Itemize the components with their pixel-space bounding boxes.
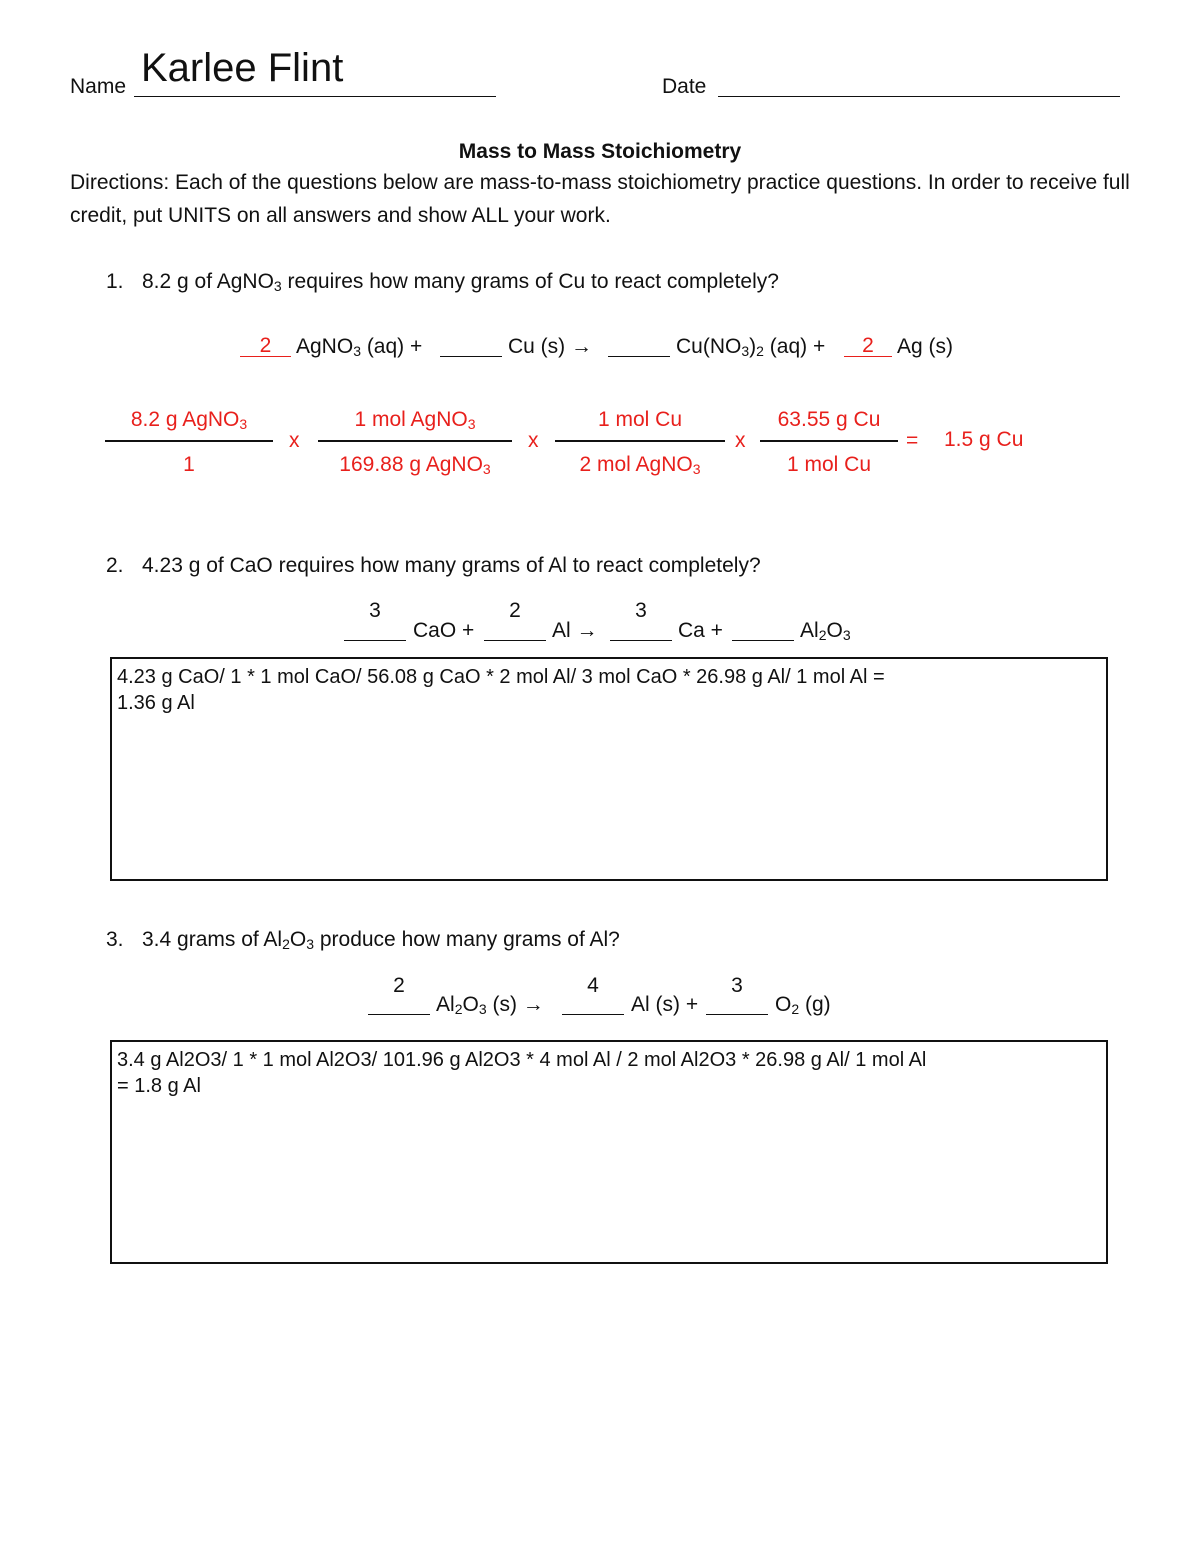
name-value[interactable]: Karlee Flint: [141, 46, 344, 90]
q2-coef3-blank: [610, 640, 672, 641]
q2-answer-line2: 1.36 g Al: [117, 692, 195, 714]
q1-number: 1.: [106, 270, 124, 293]
q1-product1: $Cu(NO_3)_2$ (aq) +: [676, 335, 826, 359]
q2-coef1[interactable]: 3: [369, 599, 381, 622]
q3-number: 3.: [106, 928, 124, 951]
q2-reactant1: CaO +: [413, 619, 475, 642]
q1-f2-denominator: 169.88 g AgNO$_3$: [339, 453, 491, 477]
q2-question: 4.23 g of CaO requires how many grams of Al to react completely?: [142, 554, 761, 577]
q2-product1: Ca +: [678, 619, 723, 642]
q1-times-2: x: [528, 429, 539, 452]
page-title: Mass to Mass Stoichiometry: [458, 140, 742, 163]
q3-answer-box[interactable]: [110, 1040, 1108, 1264]
q2-answer-box[interactable]: [110, 657, 1108, 881]
q1-f2-numerator: 1 mol AgNO$_3$: [354, 408, 476, 432]
q1-coef2-blank[interactable]: [440, 356, 502, 357]
q1-f1-denominator: 1: [183, 453, 195, 476]
q1-f4-denominator: 1 mol Cu: [786, 453, 872, 476]
q1-coef1[interactable]: 2: [259, 334, 272, 357]
q1-coef3-blank[interactable]: [608, 356, 670, 357]
q3-coef2-blank: [562, 1014, 624, 1015]
q1-f4-numerator: 63.55 g Cu: [777, 408, 881, 431]
q3-coef3-blank: [706, 1014, 768, 1015]
name-label: Name: [70, 75, 127, 98]
date-underline[interactable]: [718, 96, 1120, 97]
q1-f3-numerator: 1 mol Cu: [597, 408, 683, 431]
date-label: Date: [662, 75, 707, 98]
q3-coef3[interactable]: 3: [731, 974, 743, 997]
name-underline: [134, 96, 496, 97]
q3-product1: Al (s) +: [631, 993, 699, 1016]
q1-product2: Ag (s): [897, 335, 954, 358]
q2-reactant2: Al →: [552, 619, 598, 642]
q2-coef2-blank: [484, 640, 546, 641]
q2-coef4-blank[interactable]: [732, 640, 794, 641]
directions: Directions: Each of the questions below are mass-to-mass stoichiometry practice questions. In order to receive full credit, put UNITS on all answers and show ALL your work.: [70, 171, 1130, 227]
q1-reactant1: AgNO$_3$ (aq) +: [296, 335, 423, 359]
q3-answer-line2: = 1.8 g Al: [117, 1075, 201, 1097]
q3-answer-line1: 3.4 g Al2O3/ 1 * 1 mol Al2O3/ 101.96 g Al2O3 * 4 mol Al / 2 mol Al2O3 * 26.98 g Al/ 1 mol Al: [117, 1049, 927, 1071]
q1-f3-bar: [555, 440, 725, 442]
q1-f4-bar: [760, 440, 898, 442]
q3-coef1-blank: [368, 1014, 430, 1015]
q2-coef1-blank: [344, 640, 406, 641]
q1-times-3: x: [735, 429, 746, 452]
q2-number: 2.: [106, 554, 124, 577]
q2-coef3[interactable]: 3: [635, 599, 647, 622]
q2-product2: $Al_2O_3$: [800, 619, 851, 643]
q1-f3-denominator: 2 mol AgNO$_3$: [579, 453, 701, 477]
q1-f1-bar: [105, 440, 273, 442]
q1-coef4[interactable]: 2: [862, 334, 874, 357]
q1-times-1: x: [289, 429, 300, 452]
q3-question: 3.4 grams of $Al_2O_3$ produce how many grams of Al?: [142, 928, 620, 952]
q1-answer: 1.5 g Cu: [944, 428, 1024, 451]
q3-reactant1: $Al_2O_3$ (s) →: [436, 993, 544, 1017]
q1-f1-numerator: 8.2 g AgNO$_3$: [130, 408, 248, 432]
q1-reactant2: Cu (s) →: [508, 335, 592, 358]
q1-question: 8.2 g of AgNO$_3$ requires how many grams of Cu to react completely?: [142, 270, 779, 294]
q3-coef1[interactable]: 2: [393, 974, 405, 997]
q3-product2: $O_2$ (g): [775, 993, 831, 1017]
q2-coef2[interactable]: 2: [509, 599, 521, 622]
q2-answer-line1: 4.23 g CaO/ 1 * 1 mol CaO/ 56.08 g CaO * 2 mol Al/ 3 mol CaO * 26.98 g Al/ 1 mol Al =: [117, 666, 885, 688]
q1-f2-bar: [318, 440, 512, 442]
q1-equals: =: [906, 429, 919, 452]
q3-coef2[interactable]: 4: [587, 974, 599, 997]
